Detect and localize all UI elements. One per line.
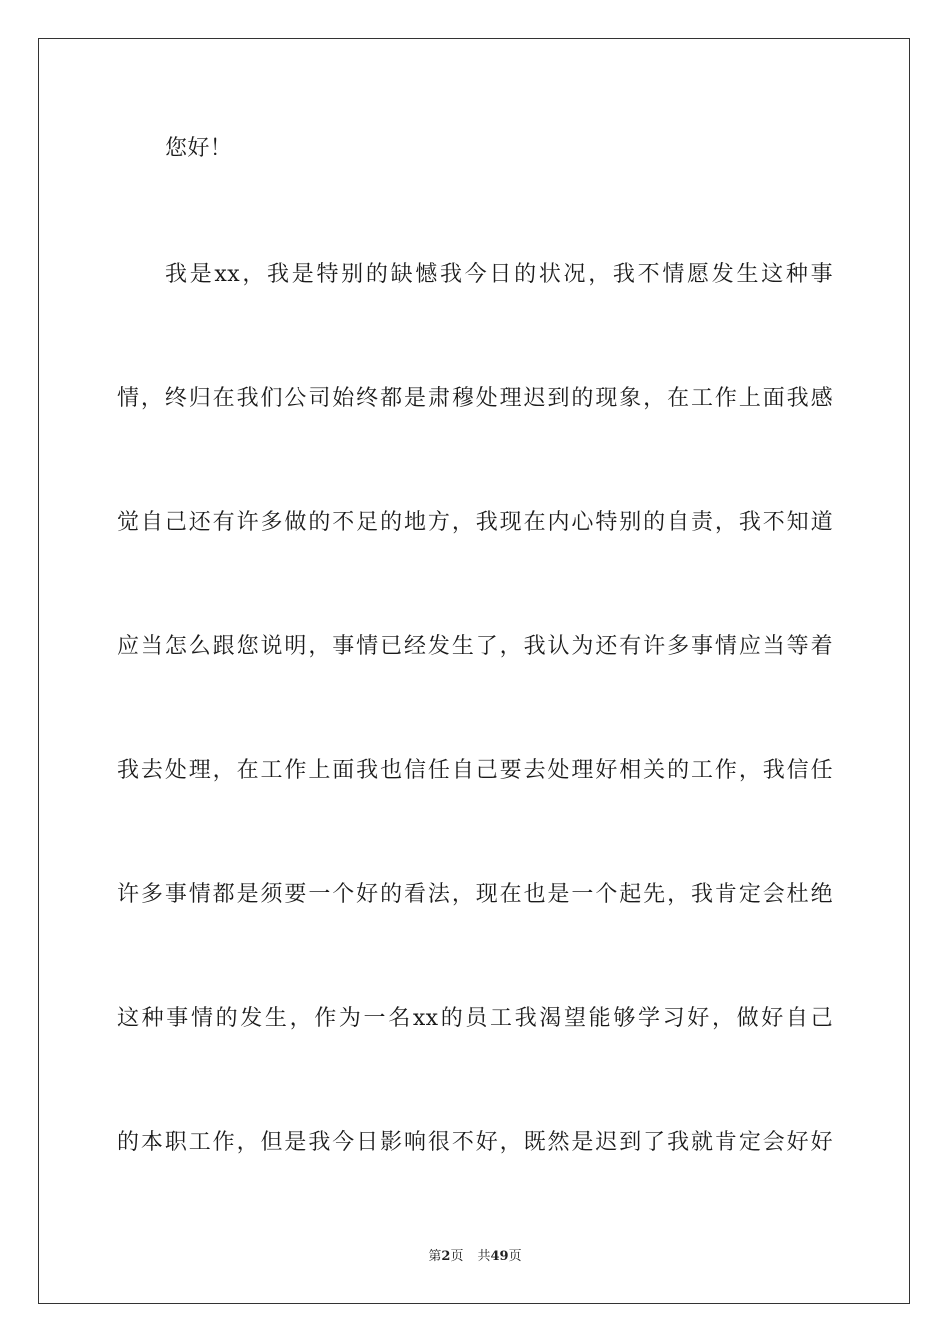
- total-suffix: 页: [508, 1249, 522, 1264]
- page-footer: [0, 1248, 950, 1266]
- greeting-line: 您好！: [165, 136, 233, 161]
- page-prefix: 第: [428, 1249, 442, 1264]
- total-pages: 49: [490, 1249, 509, 1264]
- total-prefix: 共: [477, 1249, 491, 1264]
- body-line-5: 我去处理，在工作上面我也信任自己要去处理好相关的工作，我信任: [117, 758, 833, 783]
- body-line-3: 觉自己还有许多做的不足的地方，我现在内心特别的自责，我不知道: [117, 510, 833, 535]
- body-line-6: 许多事情都是须要一个好的看法，现在也是一个起先，我肯定会杜绝: [117, 882, 833, 907]
- page-number: 2: [441, 1249, 451, 1264]
- body-line-1: 我是xx，我是特别的缺憾我今日的状况，我不情愿发生这种事: [165, 262, 833, 287]
- body-line-7: 这种事情的发生，作为一名xx的员工我渴望能够学习好，做好自己: [117, 1006, 833, 1031]
- body-line-8: 的本职工作，但是我今日影响很不好，既然是迟到了我就肯定会好好: [117, 1130, 833, 1155]
- body-line-4: 应当怎么跟您说明，事情已经发生了，我认为还有许多事情应当等着: [117, 634, 833, 659]
- body-line-2: 情，终归在我们公司始终都是肃穆处理迟到的现象，在工作上面我感: [117, 386, 833, 411]
- page-suffix: 页: [450, 1249, 464, 1264]
- page-border: [38, 38, 910, 1304]
